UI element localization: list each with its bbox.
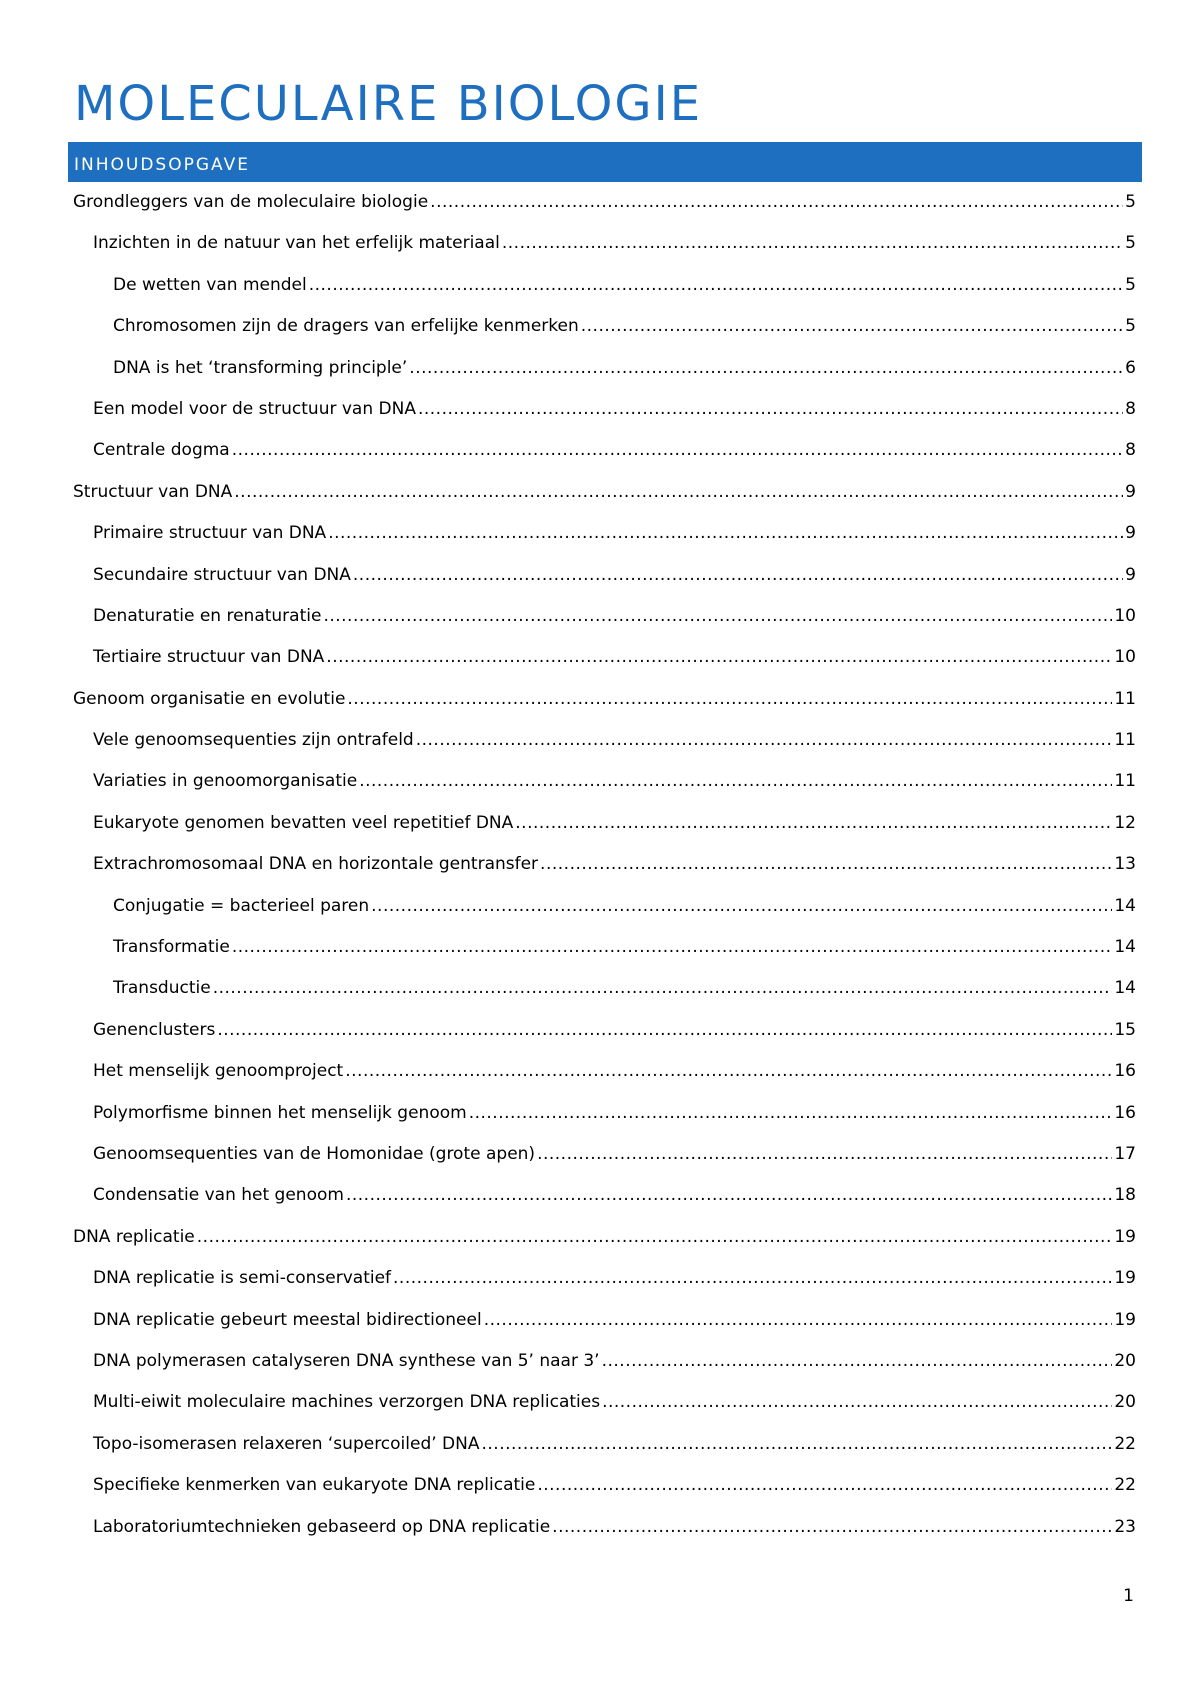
toc-dot-leader [346,1175,1112,1216]
toc-entry-label: Centrale dogma [93,440,230,461]
toc-entry-label: DNA is het ‘transforming principle’ [113,357,408,378]
toc-entry-label: Eukaryote genomen bevatten veel repetitief DNA [93,812,514,833]
toc-entry-label: Laboratoriumtechnieken gebaseerd op DNA replicatie [93,1516,551,1537]
toc-dot-leader [469,1093,1113,1134]
toc-entry-page: 11 [1114,771,1136,792]
toc-entry[interactable] [73,679,1136,720]
toc-entry-page: 20 [1114,1350,1136,1371]
toc-entry-page: 17 [1114,1143,1136,1164]
toc-dot-leader [537,1465,1112,1506]
toc-entry[interactable] [73,1341,1136,1382]
toc-entry[interactable] [73,223,1136,264]
toc-dot-leader [232,430,1123,471]
toc-entry[interactable] [73,1010,1136,1051]
toc-entry-page: 10 [1114,605,1136,626]
toc-dot-leader [234,472,1123,513]
toc-entry-page: 15 [1114,1019,1136,1040]
toc-entry-label: Transductie [113,978,211,999]
toc-entry-label: Genenclusters [93,1019,216,1040]
toc-entry[interactable] [73,720,1136,761]
toc-entry-label: Secundaire structuur van DNA [93,564,351,585]
toc-entry[interactable] [73,1507,1136,1548]
toc-entry[interactable] [73,761,1136,802]
toc-entry-page: 20 [1114,1392,1136,1413]
toc-entry[interactable] [73,1300,1136,1341]
toc-entry[interactable] [73,555,1136,596]
toc-dot-leader [347,679,1112,720]
toc-entry-page: 13 [1114,854,1136,875]
toc-dot-leader [515,803,1112,844]
toc-entry[interactable] [73,182,1136,223]
toc-entry-label: DNA polymerasen catalyseren DNA synthese van 5’ naar 3’ [93,1350,600,1371]
toc-entry-label: DNA replicatie [73,1226,195,1247]
toc-dot-leader [328,513,1123,554]
toc-dot-leader [371,886,1112,927]
toc-entry[interactable] [73,389,1136,430]
toc-entry-label: Condensatie van het genoom [93,1185,344,1206]
toc-dot-leader [359,761,1112,802]
toc-entry-page: 5 [1125,274,1136,295]
toc-entry-label: Polymorfisme binnen het menselijk genoom [93,1102,467,1123]
toc-dot-leader [430,182,1123,223]
toc-entry-label: Een model voor de structuur van DNA [93,398,416,419]
toc-entry[interactable] [73,265,1136,306]
toc-entry-page: 9 [1125,564,1136,585]
toc-entry[interactable] [73,1217,1136,1258]
toc-entry[interactable] [73,596,1136,637]
toc-dot-leader [393,1258,1112,1299]
toc-entry-page: 11 [1114,688,1136,709]
toc-entry[interactable] [73,472,1136,513]
toc-entry[interactable] [73,306,1136,347]
toc-entry-page: 5 [1125,233,1136,254]
toc-entry-label: DNA replicatie gebeurt meestal bidirectioneel [93,1309,482,1330]
toc-entry-page: 9 [1125,523,1136,544]
toc-dot-leader [326,637,1112,678]
toc-entry-label: De wetten van mendel [113,274,307,295]
toc-dot-leader [309,265,1123,306]
toc-dot-leader [552,1507,1112,1548]
toc-entry-page: 19 [1114,1268,1136,1289]
toc-entry-page: 16 [1114,1061,1136,1082]
toc-dot-leader [232,927,1113,968]
toc-entry-label: Genoom organisatie en evolutie [73,688,346,709]
toc-entry-label: Tertiaire structuur van DNA [93,647,325,668]
toc-entry-label: DNA replicatie is semi-conservatief [93,1268,392,1289]
toc-entry[interactable] [73,803,1136,844]
toc-entry[interactable] [73,1424,1136,1465]
toc-dot-leader [416,720,1113,761]
toc-entry-label: Inzichten in de natuur van het erfelijk materiaal [93,233,500,254]
toc-entry-label: Extrachromosomaal DNA en horizontale gentransfer [93,854,539,875]
toc-entry-label: Conjugatie = bacterieel paren [113,895,370,916]
toc-entry[interactable] [73,968,1136,1009]
toc-dot-leader [213,968,1113,1009]
toc-entry[interactable] [73,430,1136,471]
toc-entry-label: Grondleggers van de moleculaire biologie [73,192,429,212]
toc-entry-page: 22 [1114,1475,1136,1496]
toc-entry-page: 19 [1114,1226,1136,1247]
toc-entry-page: 22 [1114,1433,1136,1454]
toc-entry-page: 8 [1125,398,1136,419]
toc-entry[interactable] [73,886,1136,927]
toc-entry-label: Specifieke kenmerken van eukaryote DNA replicatie [93,1475,536,1496]
toc-dot-leader [323,596,1112,637]
toc-entry[interactable] [73,1134,1136,1175]
toc-entry[interactable] [73,844,1136,885]
toc-entry-label: Denaturatie en renaturatie [93,605,322,626]
toc-dot-leader [602,1341,1113,1382]
toc-entry-page: 23 [1114,1516,1136,1537]
toc-entry[interactable] [73,513,1136,554]
toc-dot-leader [484,1300,1113,1341]
toc-heading-band [68,142,1142,182]
toc-dot-leader [217,1010,1112,1051]
toc-entry-label: Transformatie [113,937,230,958]
toc-dot-leader [502,223,1123,264]
toc-heading: INHOUDSOPGAVE [74,155,250,175]
document-title: MOLECULAIRE BIOLOGIE [74,76,703,132]
toc-dot-leader [409,348,1123,389]
toc-dot-leader [482,1424,1113,1465]
toc-entry-page: 14 [1114,937,1136,958]
toc-entry-label: Vele genoomsequenties zijn ontrafeld [93,730,414,751]
toc-entry[interactable] [73,1258,1136,1299]
toc-dot-leader [345,1051,1112,1092]
toc-entry-page: 18 [1114,1185,1136,1206]
toc-entry[interactable] [73,1051,1136,1092]
toc-entry-page: 8 [1125,440,1136,461]
toc-entry[interactable] [73,1175,1136,1216]
toc-entry-label: Het menselijk genoomproject [93,1061,344,1082]
toc-entry[interactable] [73,1465,1136,1506]
page-number: 1 [1123,1586,1134,1606]
toc-entry-page: 9 [1125,481,1136,502]
toc-dot-leader [537,1134,1112,1175]
toc-entry-page: 14 [1114,895,1136,916]
toc-entry-label: Multi-eiwit moleculaire machines verzorgen DNA replicaties [93,1392,601,1413]
toc-dot-leader [418,389,1123,430]
toc-entry-label: Primaire structuur van DNA [93,523,327,544]
toc-entry-page: 19 [1114,1309,1136,1330]
toc-entry[interactable] [73,348,1136,389]
toc-dot-leader [581,306,1123,347]
toc-entry-label: Chromosomen zijn de dragers van erfelijke kenmerken [113,316,579,337]
toc-dot-leader [197,1217,1113,1258]
toc-entry[interactable] [73,1382,1136,1423]
table-of-contents [73,182,1136,1548]
toc-entry-page: 16 [1114,1102,1136,1123]
toc-dot-leader [540,844,1112,885]
toc-dot-leader [602,1382,1112,1423]
toc-entry-page: 11 [1114,730,1136,751]
toc-entry-page: 10 [1114,647,1136,668]
toc-entry-label: Variaties in genoomorganisatie [93,771,358,792]
toc-entry-page: 5 [1125,316,1136,337]
toc-entry[interactable] [73,1093,1136,1134]
toc-dot-leader [353,555,1123,596]
toc-entry[interactable] [73,637,1136,678]
toc-entry-label: Structuur van DNA [73,481,233,502]
toc-entry-page: 6 [1125,357,1136,378]
toc-entry-page: 5 [1125,192,1136,212]
toc-entry-page: 12 [1114,812,1136,833]
toc-entry-page: 14 [1114,978,1136,999]
toc-entry-label: Topo-isomerasen relaxeren ‘supercoiled’ DNA [93,1433,480,1454]
toc-entry[interactable] [73,927,1136,968]
toc-entry-label: Genoomsequenties van de Homonidae (grote apen) [93,1143,536,1164]
